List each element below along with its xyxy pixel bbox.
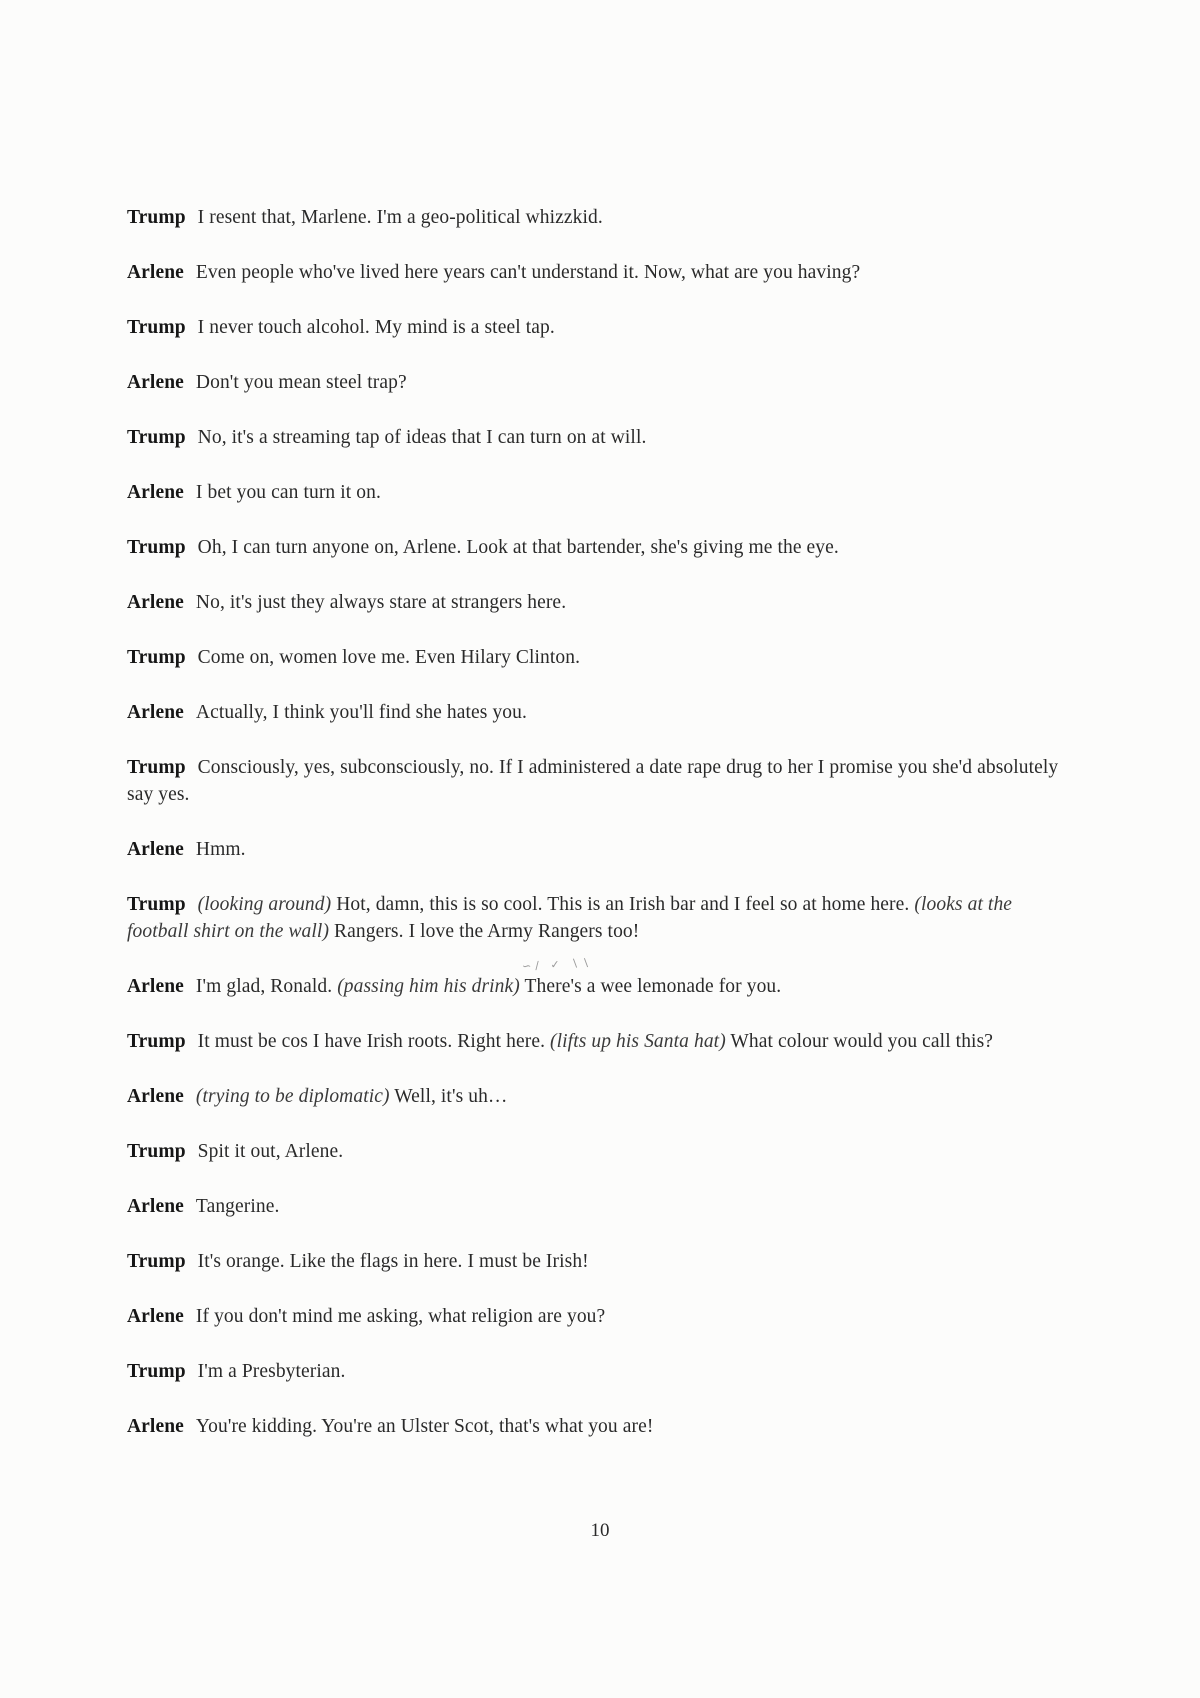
dialogue-text: Come on, women love me. Even Hilary Clinton. xyxy=(197,647,581,668)
speaker-name: Arlene xyxy=(127,482,184,503)
dialogue-line xyxy=(127,1413,1077,1440)
speaker-name: Arlene xyxy=(127,1086,184,1107)
stage-direction: (looks at the football shirt on the wall) xyxy=(127,894,1013,942)
page-number: 10 xyxy=(590,1520,610,1541)
dialogue-text: Even people who've lived here years can't understand it. Now, what are you having? xyxy=(195,262,861,283)
dialogue-text: Well, it's uh… xyxy=(389,1086,508,1107)
dialogue-text: I'm a Presbyterian. xyxy=(197,1361,346,1382)
dialogue-text: I bet you can turn it on. xyxy=(195,482,381,503)
dialogue-line xyxy=(127,204,1077,231)
dialogue-text: Actually, I think you'll find she hates you. xyxy=(195,702,527,723)
dialogue-text: It must be cos I have Irish roots. Right here. xyxy=(197,1031,551,1052)
dialogue-line xyxy=(127,891,1077,945)
speaker-name: Trump xyxy=(127,317,186,338)
dialogue-text: If you don't mind me asking, what religion are you? xyxy=(195,1306,606,1327)
dialogue-line xyxy=(127,836,1077,863)
dialogue-text: There's a wee lemonade for you. xyxy=(519,976,782,997)
stage-direction: (looking around) xyxy=(197,894,332,915)
dialogue-text: Oh, I can turn anyone on, Arlene. Look at that bartender, she's giving me the eye. xyxy=(197,537,839,558)
dialogue-text: I'm glad, Ronald. xyxy=(195,976,338,997)
dialogue-line xyxy=(127,424,1077,451)
dialogue-line xyxy=(127,259,1077,286)
stage-direction: (lifts up his Santa hat) xyxy=(550,1031,726,1052)
speaker-name: Trump xyxy=(127,537,186,558)
dialogue-line xyxy=(127,314,1077,341)
script-body xyxy=(127,204,1077,1468)
dialogue-line xyxy=(127,369,1077,396)
speaker-name: Arlene xyxy=(127,372,184,393)
speaker-name: Arlene xyxy=(127,839,184,860)
dialogue-text: Spit it out, Arlene. xyxy=(197,1141,344,1162)
dialogue-line xyxy=(127,699,1077,726)
dialogue-text: Hmm. xyxy=(195,839,246,860)
dialogue-text: What colour would you call this? xyxy=(725,1031,994,1052)
dialogue-line xyxy=(127,1303,1077,1330)
dialogue-line xyxy=(127,644,1077,671)
pencil-annotation: ∽∕ ✓ ∖∖ xyxy=(521,956,594,973)
speaker-name: Arlene xyxy=(127,1306,184,1327)
speaker-name: Arlene xyxy=(127,262,184,283)
dialogue-text: No, it's a streaming tap of ideas that I can turn on at will. xyxy=(197,427,647,448)
dialogue-line xyxy=(127,1193,1077,1220)
dialogue-line xyxy=(127,1248,1077,1275)
stage-direction: (trying to be diplomatic) xyxy=(195,1086,390,1107)
dialogue-line xyxy=(127,754,1077,808)
dialogue-text: It's orange. Like the flags in here. I must be Irish! xyxy=(197,1251,589,1272)
speaker-name: Arlene xyxy=(127,1196,184,1217)
speaker-name: Arlene xyxy=(127,1416,184,1437)
speaker-name: Trump xyxy=(127,894,186,915)
dialogue-line xyxy=(127,479,1077,506)
dialogue-line xyxy=(127,589,1077,616)
speaker-name: Trump xyxy=(127,757,186,778)
speaker-name: Trump xyxy=(127,1031,186,1052)
speaker-name: Arlene xyxy=(127,976,184,997)
dialogue-line xyxy=(127,1083,1077,1110)
speaker-name: Arlene xyxy=(127,592,184,613)
dialogue-line xyxy=(127,1028,1077,1055)
dialogue-text: I resent that, Marlene. I'm a geo-political whizzkid. xyxy=(197,207,603,228)
stage-direction: (passing him his drink) xyxy=(337,976,520,997)
dialogue-line xyxy=(127,973,1077,1000)
dialogue-text: Rangers. I love the Army Rangers too! xyxy=(329,921,640,942)
dialogue-line xyxy=(127,1358,1077,1385)
dialogue-text: Tangerine. xyxy=(195,1196,280,1217)
dialogue-text: No, it's just they always stare at strangers here. xyxy=(195,592,567,613)
speaker-name: Arlene xyxy=(127,702,184,723)
dialogue-text: You're kidding. You're an Ulster Scot, that's what you are! xyxy=(195,1416,654,1437)
dialogue-text: Consciously, yes, subconsciously, no. If I administered a date rape drug to her I promise you she'd absolutely say yes. xyxy=(127,757,1059,805)
speaker-name: Trump xyxy=(127,1361,186,1382)
speaker-name: Trump xyxy=(127,207,186,228)
dialogue-line xyxy=(127,1138,1077,1165)
dialogue-text: Don't you mean steel trap? xyxy=(195,372,407,393)
dialogue-line xyxy=(127,534,1077,561)
dialogue-text: Hot, damn, this is so cool. This is an Irish bar and I feel so at home here. xyxy=(331,894,915,915)
dialogue-text: I never touch alcohol. My mind is a steel tap. xyxy=(197,317,555,338)
speaker-name: Trump xyxy=(127,647,186,668)
speaker-name: Trump xyxy=(127,1141,186,1162)
speaker-name: Trump xyxy=(127,1251,186,1272)
speaker-name: Trump xyxy=(127,427,186,448)
